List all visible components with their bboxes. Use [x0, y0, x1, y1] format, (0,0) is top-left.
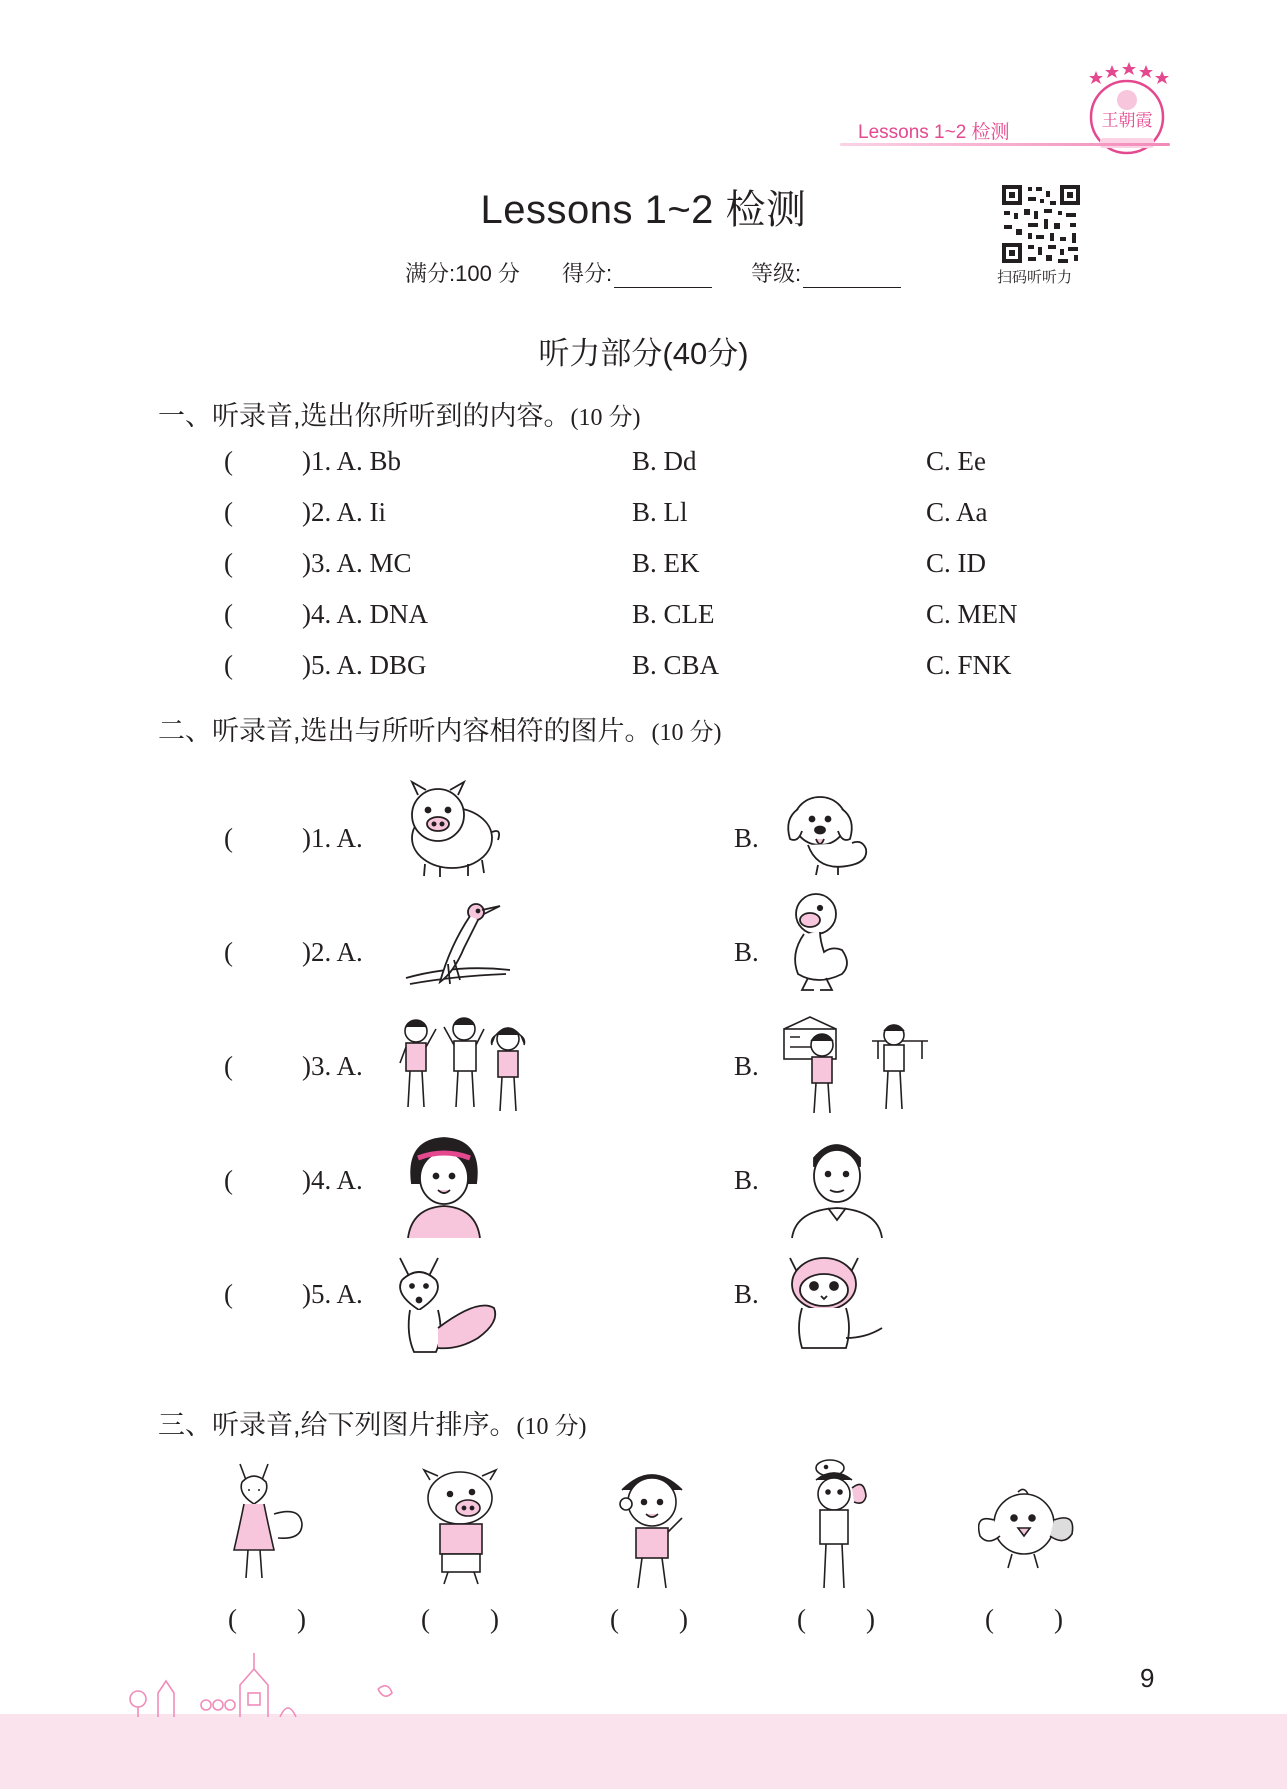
- part1-q1-c: C. Ee: [926, 446, 986, 476]
- part1-q2-c: C. Aa: [926, 497, 988, 527]
- part2-q3-paren[interactable]: (: [224, 1051, 233, 1081]
- part1-q3-c: C. ID: [926, 548, 986, 578]
- grade-label: 等级:: [751, 261, 802, 286]
- part2-q5-paren[interactable]: (: [224, 1279, 233, 1309]
- part2-q4-b: B.: [734, 1165, 759, 1195]
- part2-q4-paren[interactable]: (: [224, 1165, 233, 1195]
- part1-q2-b: B. Ll: [632, 497, 688, 527]
- qr-code-icon[interactable]: [1000, 183, 1082, 265]
- part1-q5-c: C. FNK: [926, 650, 1012, 680]
- part1-q4-a: )4. A. DNA: [302, 599, 428, 629]
- part1-q2-a: )2. A. Ii: [302, 497, 386, 527]
- part1-q4-b: B. CLE: [632, 599, 715, 629]
- part2-q1-b: B.: [734, 823, 759, 853]
- part2-heading: [158, 709, 722, 748]
- part1-q1-a: )1. A. Bb: [302, 446, 402, 476]
- score-blank[interactable]: [614, 265, 712, 288]
- pig-boy-icon[interactable]: [420, 1468, 505, 1593]
- part2-q1-a: )1. A.: [302, 823, 363, 853]
- fox-girl-icon[interactable]: [228, 1460, 308, 1590]
- dog-icon[interactable]: [778, 783, 878, 883]
- children-waving-icon[interactable]: [396, 1015, 536, 1125]
- bird-icon[interactable]: [404, 900, 514, 1005]
- page-title: Lessons 1~2 检测: [480, 188, 807, 232]
- part2-q3-b: B.: [734, 1051, 759, 1081]
- score-field[interactable]: [562, 257, 712, 288]
- order-answer-5[interactable]: ( ): [985, 1604, 1063, 1634]
- part1-q3-b: B. EK: [632, 548, 700, 578]
- part1-q2-paren[interactable]: (: [224, 497, 233, 527]
- part2-q2-b: B.: [734, 937, 759, 967]
- grade-blank[interactable]: [803, 265, 901, 288]
- footer-town-icon: [120, 1645, 440, 1717]
- order-answer-1[interactable]: ( ): [228, 1604, 306, 1634]
- girl-icon[interactable]: [404, 1134, 486, 1244]
- order-answer-4[interactable]: ( ): [797, 1604, 875, 1634]
- part1-q3-a: )3. A. MC: [302, 548, 412, 578]
- section-title: 听力部分(40分): [538, 336, 749, 371]
- boy-with-dog-icon[interactable]: [806, 1458, 876, 1598]
- header-rule: [840, 143, 1170, 146]
- footer-band: [0, 1714, 1287, 1789]
- part1-q3-paren[interactable]: (: [224, 548, 233, 578]
- full-marks-label: 满分:100 分: [405, 261, 520, 286]
- part2-q4-a: )4. A.: [302, 1165, 363, 1195]
- part1-heading-text: 一、听录音,选出你所听到的内容。: [158, 401, 571, 431]
- score-label: 得分:: [562, 261, 613, 286]
- cat-icon[interactable]: [784, 1252, 889, 1357]
- part2-q5-b: B.: [734, 1279, 759, 1309]
- part1-points: (10 分): [570, 405, 641, 431]
- duck-icon[interactable]: [780, 890, 860, 1005]
- grade-field[interactable]: [751, 257, 901, 288]
- part1-q1-b: B. Dd: [632, 446, 697, 476]
- man-icon[interactable]: [790, 1134, 884, 1244]
- part1-q1-paren[interactable]: (: [224, 446, 233, 476]
- part1-q5-b: B. CBA: [632, 650, 720, 680]
- part2-q5-a: )5. A.: [302, 1279, 363, 1309]
- part2-q2-a: )2. A.: [302, 937, 363, 967]
- pig-icon[interactable]: [400, 780, 510, 885]
- part1-heading: [158, 394, 641, 433]
- children-at-school-icon[interactable]: [782, 1015, 932, 1125]
- order-answer-2[interactable]: ( ): [421, 1604, 499, 1634]
- part1-q5-paren[interactable]: (: [224, 650, 233, 680]
- part2-points: (10 分): [651, 720, 722, 746]
- header-lesson-label: Lessons 1~2 检测: [858, 122, 1010, 143]
- boy-with-hat-icon[interactable]: [612, 1468, 692, 1598]
- part2-q3-a: )3. A.: [302, 1051, 363, 1081]
- bird-icon[interactable]: [978, 1484, 1078, 1589]
- part2-q1-paren[interactable]: (: [224, 823, 233, 853]
- part3-points: (10 分): [516, 1414, 587, 1440]
- part2-heading-text: 二、听录音,选出与所听内容相符的图片。: [158, 716, 652, 746]
- part1-q4-paren[interactable]: (: [224, 599, 233, 629]
- part3-heading: [158, 1403, 587, 1442]
- part1-q5-a: )5. A. DBG: [302, 650, 427, 680]
- order-answer-3[interactable]: ( ): [610, 1604, 688, 1634]
- brand-text: 王朝霞: [1101, 111, 1153, 131]
- qr-caption: 扫码听听力: [997, 269, 1073, 286]
- page-number: 9: [1140, 1663, 1155, 1693]
- part3-heading-text: 三、听录音,给下列图片排序。: [158, 1410, 517, 1440]
- part2-q2-paren[interactable]: (: [224, 937, 233, 967]
- fox-icon[interactable]: [392, 1256, 502, 1361]
- part1-q4-c: C. MEN: [926, 599, 1018, 629]
